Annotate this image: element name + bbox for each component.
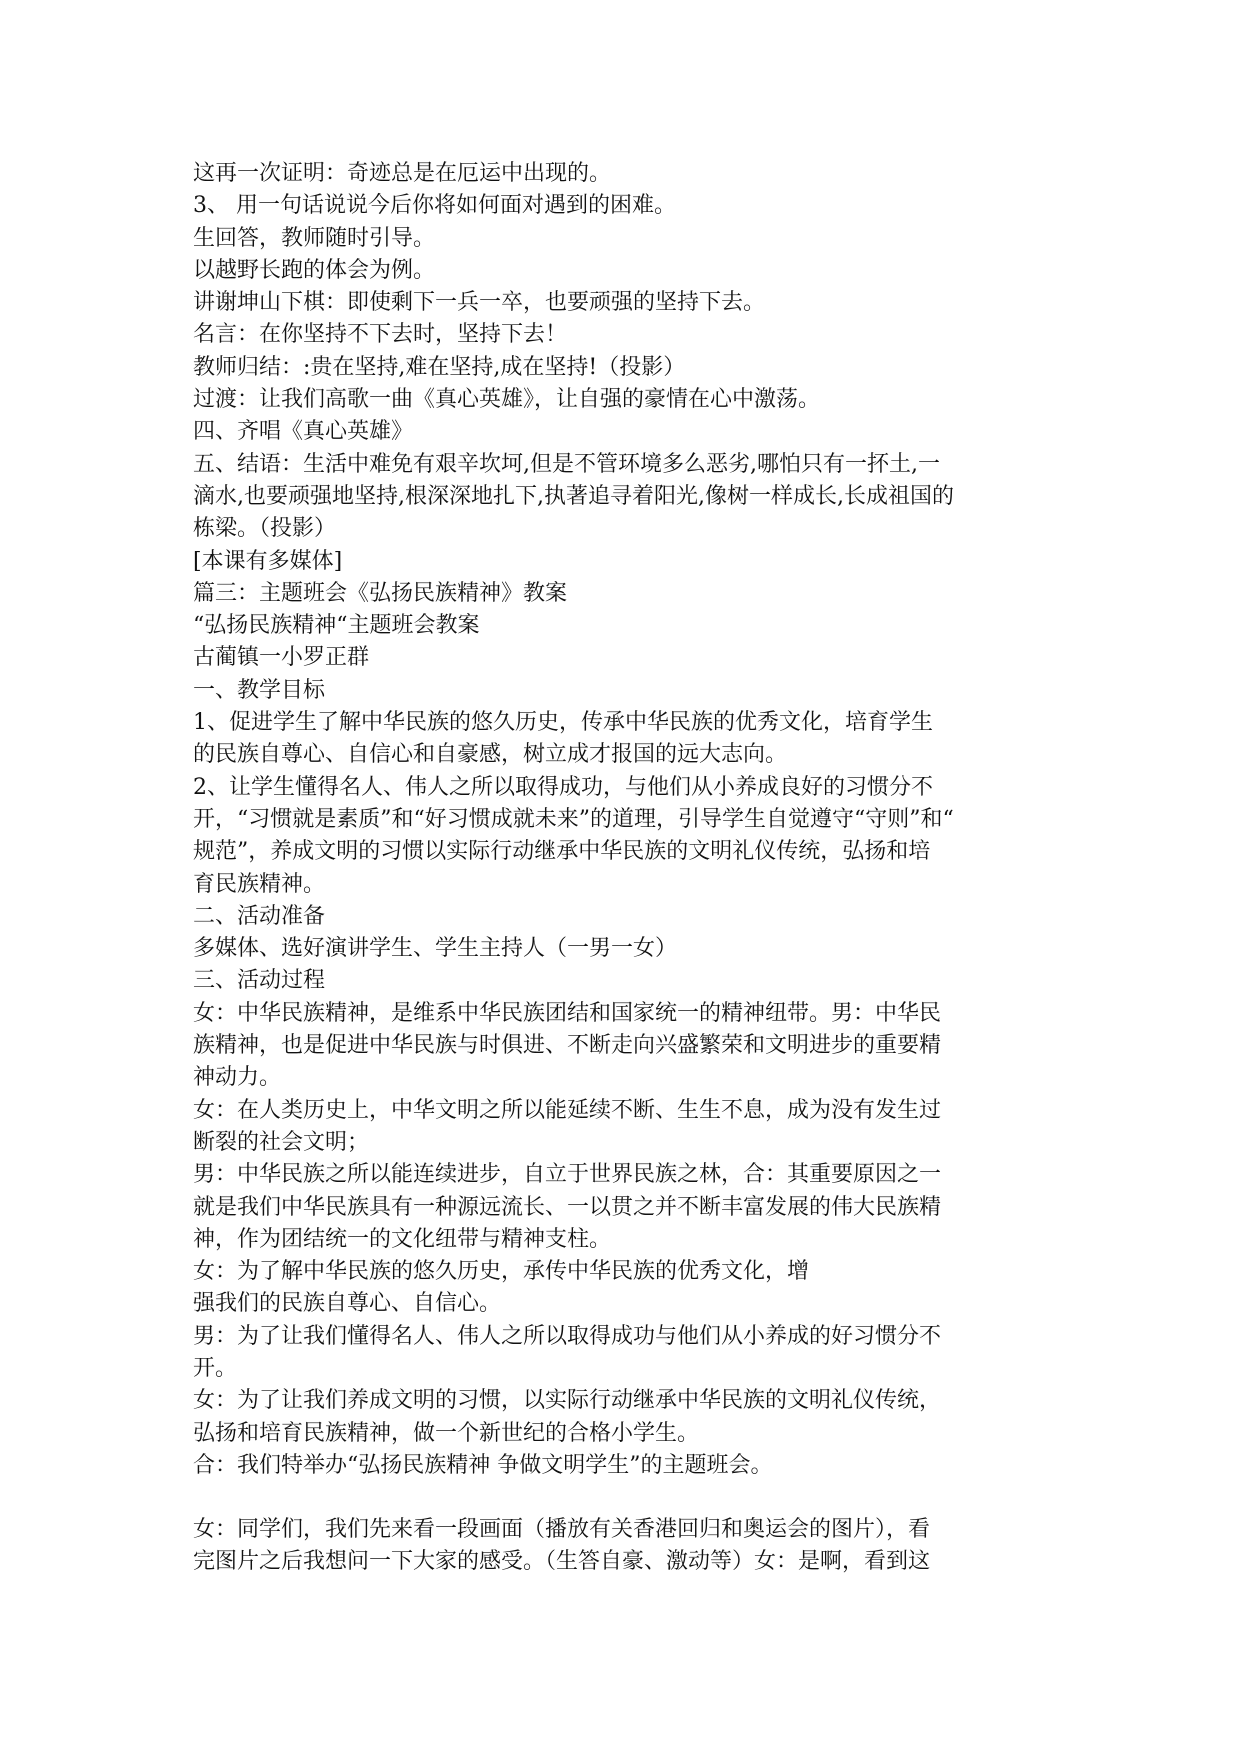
text-line: 断裂的社会文明；: [193, 1129, 370, 1155]
text-line: 弘扬和培育民族精神，做一个新世纪的合格小学生。: [193, 1420, 700, 1446]
text-line: 族精神，也是促进中华民族与时俱进、不断走向兴盛繁荣和文明进步的重要精: [193, 1033, 942, 1059]
text-line: 这再一次证明：奇迹总是在厄运中出现的。: [193, 161, 612, 186]
text-line: 教师归结：:贵在坚持,难在坚持,成在坚持!（投影）: [193, 354, 686, 380]
section-heading: 四、齐唱《真心英雄》: [193, 419, 414, 445]
text-line: 强我们的民族自尊心、自信心。: [193, 1291, 502, 1317]
text-line: 栋梁。（投影）: [193, 516, 337, 542]
author-line: 古蔺镇一小罗正群: [193, 645, 370, 671]
text-line: 女：中华民族精神，是维系中华民族团结和国家统一的精神纽带。男：中华民: [193, 1000, 942, 1026]
text-line: 女：在人类历史上，中华文明之所以能延续不断、生生不息，成为没有发生过: [193, 1097, 942, 1123]
document-title: “弘扬民族精神“主题班会教案: [193, 613, 480, 639]
blank-line: [193, 1482, 1073, 1514]
text-line: 男：为了让我们懂得名人、伟人之所以取得成功与他们从小养成的好习惯分不: [193, 1323, 942, 1349]
text-line: 开。: [193, 1355, 238, 1381]
text-line: 讲谢坤山下棋：即使剩下一兵一卒，也要顽强的坚持下去。: [193, 290, 766, 316]
section-heading: 篇三：主题班会《弘扬民族精神》教案: [193, 580, 568, 606]
text-line: 开，“习惯就是素质”和“好习惯成就未来”的道理，引导学生自觉遵守“守则”和“: [193, 806, 954, 832]
text-line: 2、让学生懂得名人、伟人之所以取得成功，与他们从小养成良好的习惯分不: [193, 774, 933, 800]
text-line: 1、促进学生了解中华民族的悠久历史，传承中华民族的优秀文化，培育学生: [193, 710, 933, 736]
section-heading: 二、活动准备: [193, 903, 326, 929]
text-line: 合：我们特举办“弘扬民族精神 争做文明学生”的主题班会。: [193, 1452, 773, 1478]
text-line: 名言：在你坚持不下去时，坚持下去！: [193, 322, 568, 348]
text-line: 女：为了解中华民族的悠久历史，承传中华民族的优秀文化，增: [193, 1259, 810, 1285]
text-line: 多媒体、选好演讲学生、学生主持人（一男一女）: [193, 936, 678, 962]
document-body: [193, 158, 1073, 1579]
text-line: 就是我们中华民族具有一种源远流长、一以贯之并不断丰富发展的伟大民族精: [193, 1194, 942, 1220]
text-line: 完图片之后我想问一下大家的感受。（生答自豪、激动等）女：是啊，看到这: [193, 1549, 931, 1575]
text-line: 过渡：让我们高歌一曲《真心英雄》，让自强的豪情在心中激荡。: [193, 387, 821, 413]
text-line: 五、结语：生活中难免有艰辛坎坷,但是不管环境多么恶劣,哪怕只有一抔土,一: [193, 451, 940, 477]
text-line: 规范”，养成文明的习惯以实际行动继承中华民族的文明礼仪传统，弘扬和培: [193, 839, 931, 865]
text-line: 女：为了让我们养成文明的习惯，以实际行动继承中华民族的文明礼仪传统，: [193, 1388, 942, 1414]
text-line: 生回答，教师随时引导。: [193, 225, 436, 251]
text-line: 的民族自尊心、自信心和自豪感，树立成才报国的远大志向。: [193, 742, 788, 768]
text-line: 神动力。: [193, 1065, 282, 1091]
text-line: 滴水,也要顽强地坚持,根深深地扎下,执著追寻着阳光,像树一样成长,长成祖国的: [193, 483, 954, 509]
text-line: 神，作为团结统一的文化纽带与精神支柱。: [193, 1226, 612, 1252]
text-line: 育民族精神。: [193, 871, 326, 897]
section-heading: 一、教学目标: [193, 677, 326, 703]
text-line: 以越野长跑的体会为例。: [193, 257, 436, 283]
text-line: [本课有多媒体]: [193, 548, 343, 574]
section-heading: 三、活动过程: [193, 968, 326, 994]
text-line: 女：同学们，我们先来看一段画面（播放有关香港回归和奥运会的图片），看: [193, 1517, 931, 1543]
text-line: 男：中华民族之所以能连续进步，自立于世界民族之林，合：其重要原因之一: [193, 1162, 942, 1188]
text-line: 3、 用一句话说说今后你将如何面对遇到的困难。: [193, 193, 676, 219]
